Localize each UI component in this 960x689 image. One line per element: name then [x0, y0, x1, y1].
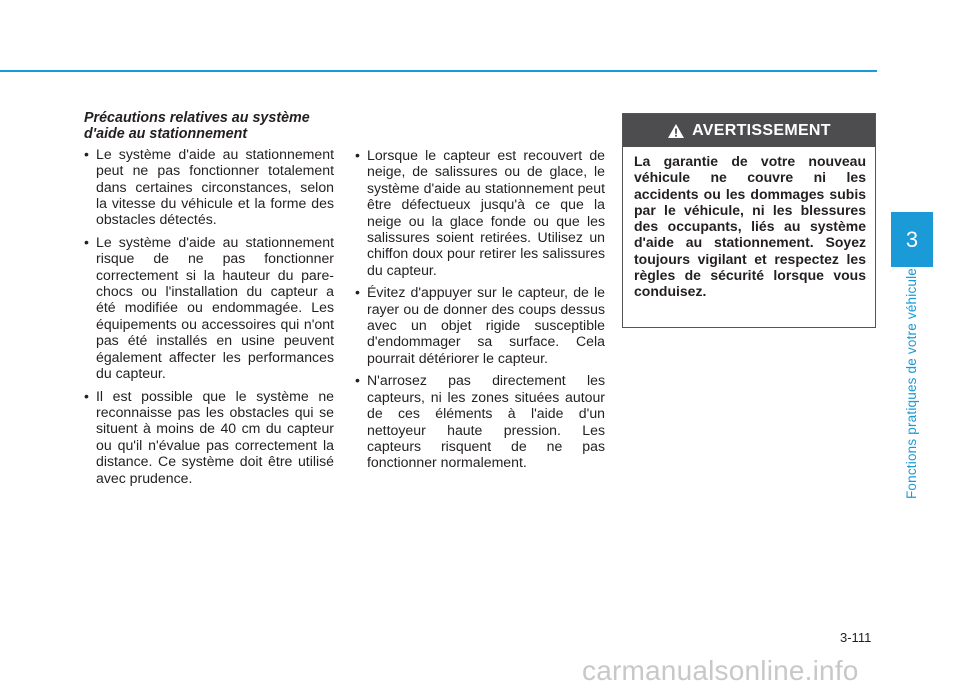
- list-item: • Il est possible que le système ne reconnaisse pas les obstacles qui se situent à moins de 40 cm du capteur ou qu'il n'évalue pas correctement la distance. Ce système doit être utilisé avec prudence.: [84, 388, 334, 486]
- list-item: • Évitez d'appuyer sur le capteur, de le rayer ou de donner des coups dessus avec un objet rigide susceptible d'endommager sa surface. Cela pourrait détériorer le capteur.: [355, 284, 605, 366]
- watermark-url: carmanualsonline.info: [582, 655, 859, 686]
- chapter-tab: [891, 212, 933, 267]
- warning-text: La garantie de votre nouveau véhicule ne couvre ni les accidents ou les dommages subis par le véhicule, ni les blessures des occupants, liés au système d'aide au stationnement. Soyez toujours vigilant et respectez les règles de sécurité lorsque vous conduisez.: [634, 153, 866, 300]
- warning-header: [623, 114, 875, 147]
- warning-title: AVERTISSEMENT: [692, 121, 831, 139]
- list-item: • Le système d'aide au stationnement peut ne pas fonctionner totalement dans certaines circonstances, selon la vitesse du véhicule et la forme des obstacles détectés.: [84, 146, 334, 228]
- warning-triangle-icon: [667, 123, 685, 139]
- chapter-number: 3: [905, 226, 919, 252]
- page-number: 3-111: [840, 630, 872, 645]
- column-1: [84, 110, 334, 492]
- chapter-title-vertical: [897, 262, 927, 504]
- chapter-title: Fonctions pratiques de votre véhicule: [904, 267, 920, 499]
- list-item: • Le système d'aide au stationnement risque de ne pas fonctionner correctement si la hauteur du pare-chocs ou l'installation du capteur a été modifiée ou endommagée. Les équipements ou accessoires qui n'ont pas été installés en usine peuvent également affecter les performances du capteur.: [84, 234, 334, 382]
- precautions-list-continued: [355, 147, 605, 471]
- column-2: [355, 147, 605, 477]
- list-item: • N'arrosez pas directement les capteurs, ni les zones situées autour de ces éléments à l'aide d'un nettoyeur haute pression. Les capteurs risquent de ne pas fonctionner normalement.: [355, 372, 605, 470]
- warning-box: [622, 113, 876, 328]
- header-rule: [0, 70, 877, 72]
- list-item: • Lorsque le capteur est recouvert de neige, de salissures ou de glace, le système d'aide au stationnement peut être défectueux jusqu'à ce que la neige ou la glace fonde ou que les salissures soient retirées. Utilisez un chiffon doux pour retirer les salissures du capteur.: [355, 147, 605, 278]
- precautions-list: [84, 146, 334, 486]
- section-heading: Précautions relatives au système d'aide au stationnement: [84, 110, 310, 143]
